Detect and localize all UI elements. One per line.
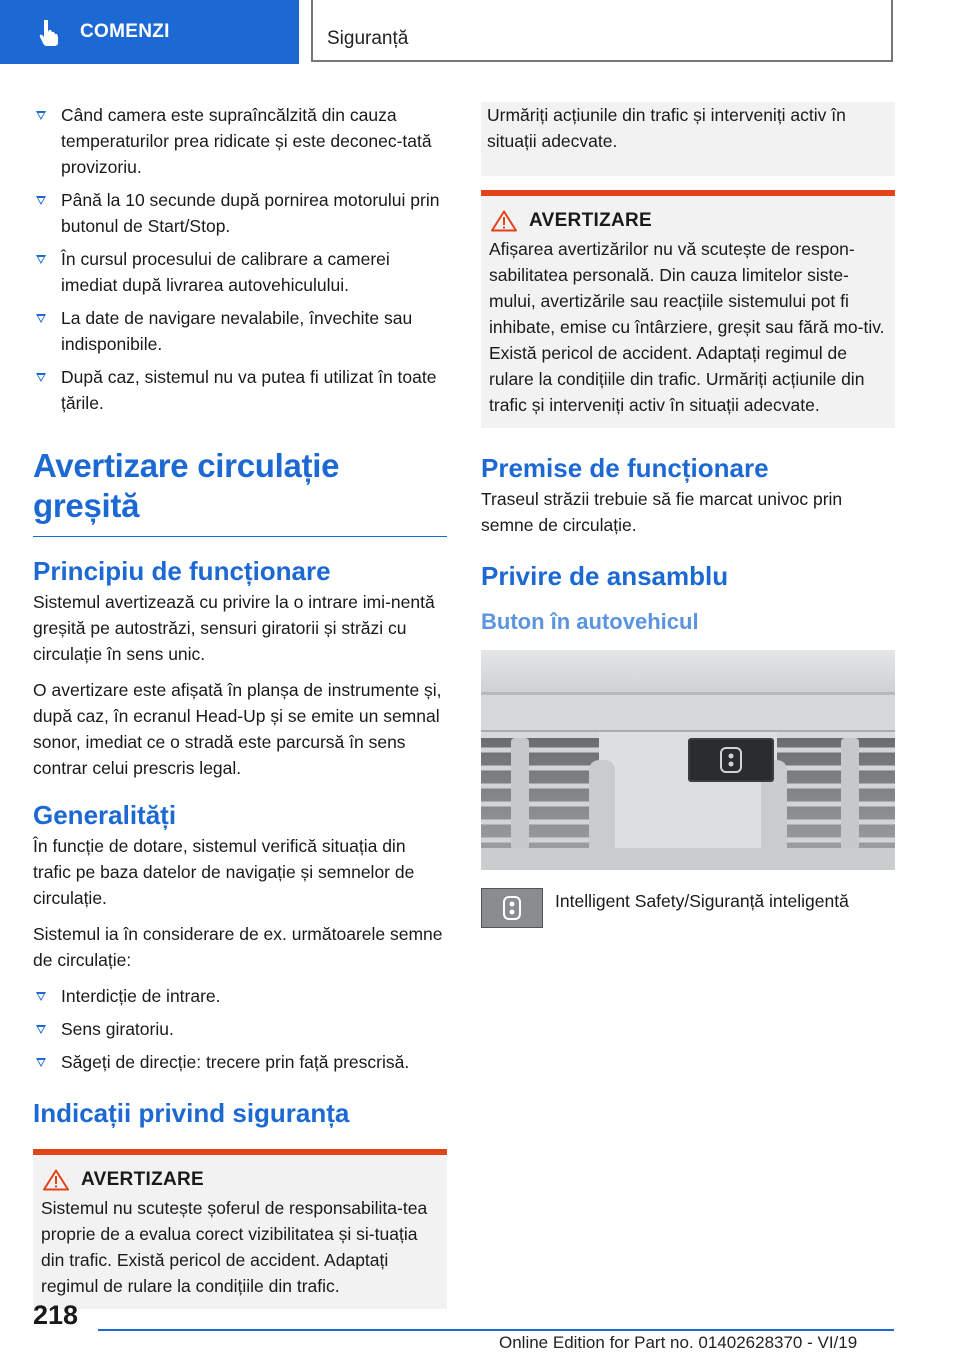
- warning-triangle-icon: [43, 1169, 69, 1191]
- list-item: La date de navigare nevalabile, învechite sau indisponibile.: [33, 305, 447, 357]
- bullet-triangle-icon: [36, 992, 46, 1001]
- right-column: [481, 102, 895, 928]
- section-header: [311, 0, 893, 62]
- bullet-triangle-icon: [36, 255, 46, 264]
- dashboard-photo: [481, 650, 895, 870]
- warning-text: Sistemul nu scutește șoferul de responsabilita-tea proprie de a evalua corect vizibilitatea și si-tuația din trafic. Există pericol de accident. Adaptați regimul de rulare la condițiile din trafic.: [41, 1198, 428, 1296]
- section-heading-principiu: Principiu de funcționare: [33, 556, 331, 586]
- section-heading-privire: Privire de ansamblu: [481, 561, 729, 591]
- paragraph: O avertizare este afișată în planșa de instrumente și, după caz, în ecranul Head-Up și se emite un semnal sonor, imediat ce o stradă este parcursă în sens contrar celui prescris legal.: [33, 680, 442, 778]
- list-item: Când camera este supraîncălzită din cauza temperaturilor prea ridicate și este deconec-tată provizoriu.: [33, 102, 447, 180]
- bullet-triangle-icon: [36, 373, 46, 382]
- section-heading-generalitati: Generalități: [33, 800, 177, 830]
- section-title: Siguranță: [327, 28, 409, 49]
- bullet-triangle-icon: [36, 1058, 46, 1067]
- warning-title: AVERTIZARE: [81, 1169, 204, 1190]
- paragraph: Sistemul ia în considerare de ex. următoarele semne de circulație:: [33, 924, 443, 970]
- warning-text: Afișarea avertizărilor nu vă scutește de respon-sabilitatea personală. Din cauza limitelor siste-mului, avertizările sau reacțiile sistemului pot fi inhibate, emise cu întârziere, greșit sau fără mo-tiv. Există pericol de accident. Adaptați regimul de rulare la condițiile din trafic. Urmăriți acțiunile din trafic și interveniți activ în situații adecvate.: [489, 239, 885, 415]
- warning-title: AVERTIZARE: [529, 210, 652, 231]
- chapter-tab: [0, 0, 299, 64]
- footer-divider: [98, 1329, 894, 1331]
- paragraph: Sistemul avertizează cu privire la o intrare imi-nentă greșită pe autostrăzi, sensuri giratorii și străzi cu circulație în sens unic.: [33, 592, 435, 664]
- warning-header: [491, 210, 887, 232]
- section-heading-indicatii: Indicații privind siguranța: [33, 1098, 350, 1128]
- page-number: 218: [33, 1300, 79, 1330]
- legend-row: [481, 888, 895, 928]
- paragraph: În funcție de dotare, sistemul verifică situația din trafic pe baza datelor de navigație și semnelor de circulație.: [33, 836, 415, 908]
- list-item: În cursul procesului de calibrare a camerei imediat după livrarea autovehiculului.: [33, 246, 447, 298]
- bullet-triangle-icon: [36, 1025, 46, 1034]
- bullet-triangle-icon: [36, 314, 46, 323]
- left-column: [33, 102, 447, 1309]
- hand-pointer-icon: [36, 17, 66, 47]
- warning-header: [43, 1169, 439, 1191]
- legend-label: Intelligent Safety/Siguranță inteligentă: [555, 891, 849, 911]
- bullet-triangle-icon: [36, 111, 46, 120]
- chapter-label: COMENZI: [80, 21, 170, 42]
- intelligent-safety-button-icon: [481, 888, 543, 928]
- list-item: Până la 10 secunde după pornirea motorului prin butonul de Start/Stop.: [33, 187, 447, 239]
- vent-button-illustration: [481, 650, 895, 870]
- warning-text: Urmăriți acțiunile din trafic și interveniți activ în situații adecvate.: [487, 105, 846, 151]
- warning-triangle-icon: [491, 210, 517, 232]
- warning-box: [481, 190, 895, 428]
- paragraph: Traseul străzii trebuie să fie marcat univoc prin semne de circulație.: [481, 489, 843, 535]
- edition-text: Online Edition for Part no. 01402628370 - VI/19: [499, 1333, 858, 1352]
- condition-list: [33, 102, 447, 416]
- sign-list: [33, 983, 447, 1075]
- warning-continuation: [481, 102, 895, 176]
- chapter-heading: Avertizare circulație greșită: [33, 446, 447, 537]
- bullet-triangle-icon: [36, 196, 46, 205]
- list-item: Sens giratoriu.: [33, 1016, 447, 1042]
- list-item: Interdicție de intrare.: [33, 983, 447, 1009]
- list-item: Săgeți de direcție: trecere prin față prescrisă.: [33, 1049, 447, 1075]
- section-heading-premise: Premise de funcționare: [481, 453, 769, 483]
- warning-box: [33, 1149, 447, 1309]
- list-item: După caz, sistemul nu va putea fi utilizat în toate țările.: [33, 364, 447, 416]
- subsection-heading-buton: Buton în autovehicul: [481, 609, 699, 634]
